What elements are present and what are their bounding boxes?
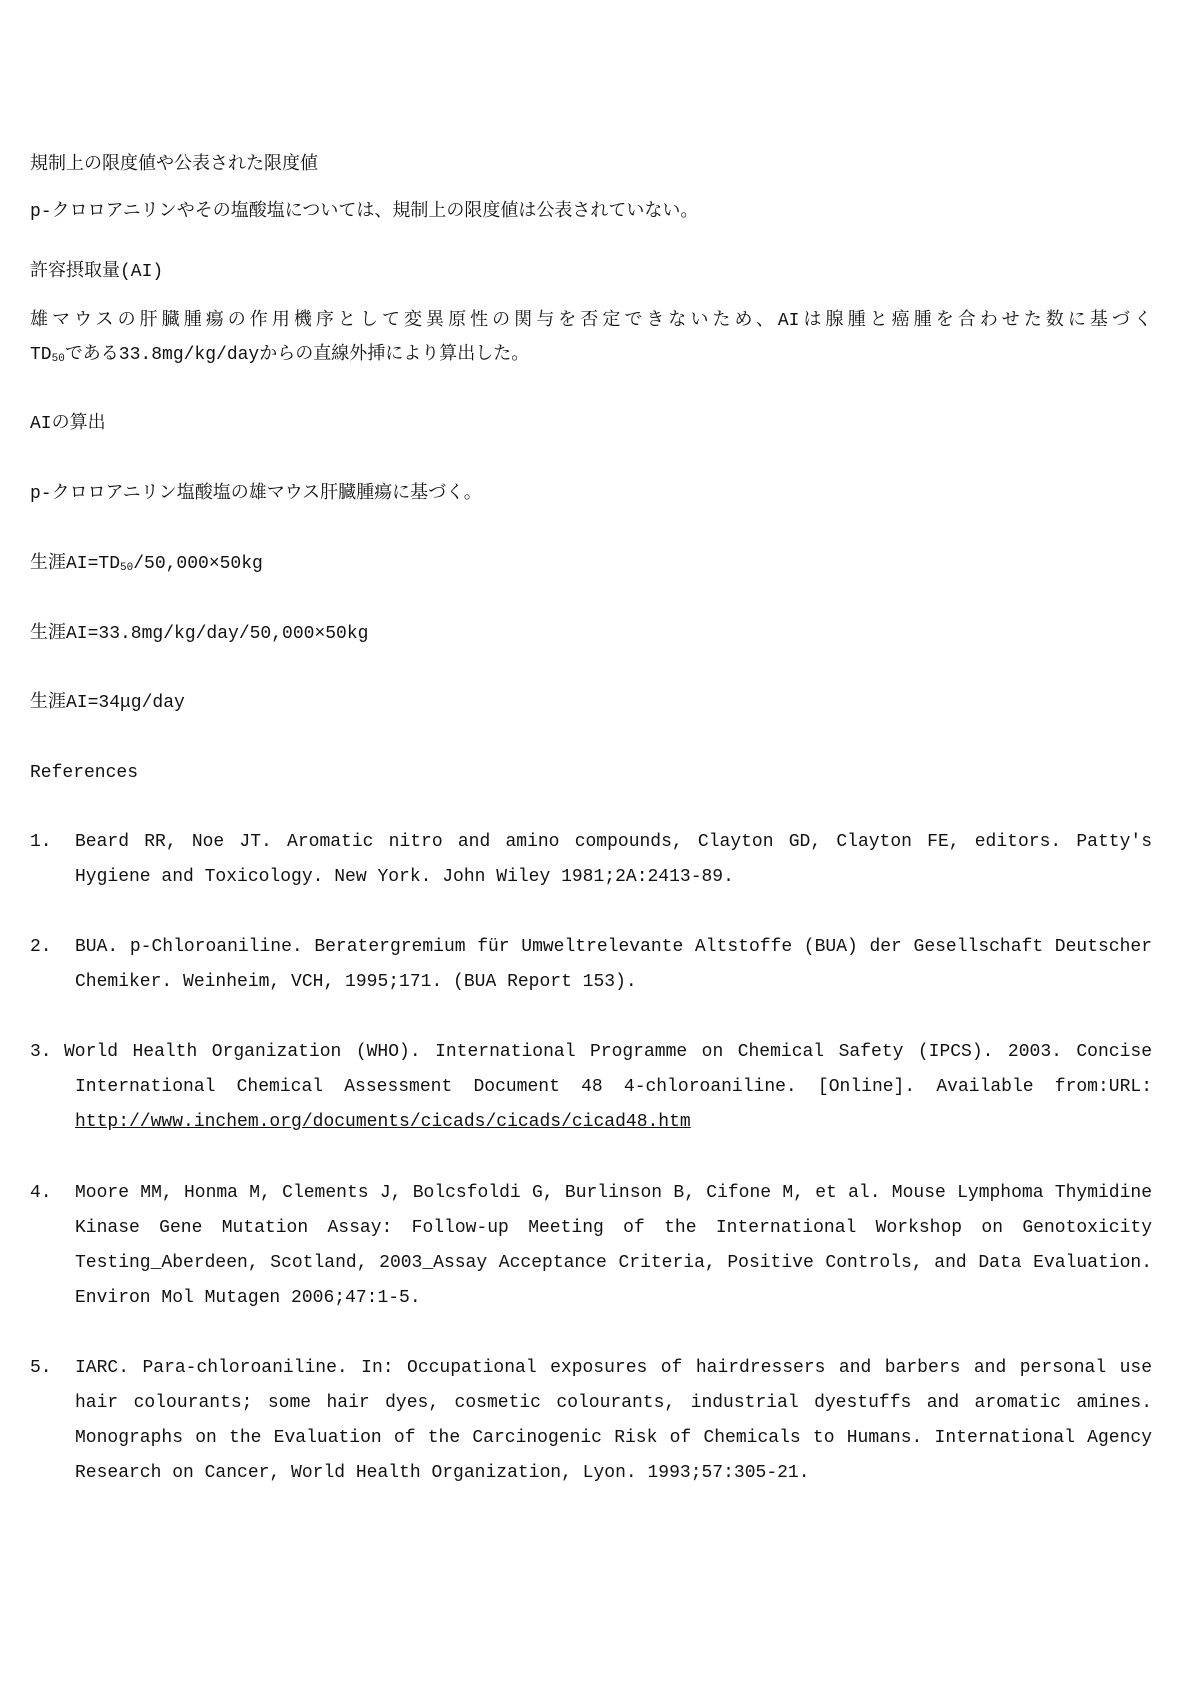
reference-line: Kinase Gene Mutation Assay: Follow-up Meeting of the International Workshop on Genotoxicity xyxy=(75,1218,1152,1238)
formula-2: 生涯AI=33.8mg/kg/day/50,000×50kg xyxy=(30,624,369,644)
formula-1-pre: 生涯AI=TD xyxy=(30,554,121,574)
limits-text: p-クロロアニリンやその塩酸塩については、規制上の限度値は公表されていない。 xyxy=(30,202,699,222)
reference-line: Environ Mol Mutagen 2006;47:1-5. xyxy=(75,1288,421,1308)
reference-line: Moore MM, Honma M, Clements J, Bolcsfoldi G, Burlinson B, Cifone M, et al. Mouse Lymphoma Thymidine xyxy=(75,1183,1152,1203)
reference-number: 2. xyxy=(30,937,52,957)
formula-1-post: /50,000×50kg xyxy=(133,554,263,574)
reference-number: 1. xyxy=(30,832,52,852)
reference-line: Beard RR, Noe JT. Aromatic nitro and amino compounds, Clayton GD, Clayton FE, editors. Patty's xyxy=(75,832,1152,852)
td-subscript: 50 xyxy=(51,353,65,365)
reference-line: BUA. p-Chloroaniline. Beratergremium für Umweltrelevante Altstoffe (BUA) der Gesellschaft Deutscher xyxy=(75,937,1152,957)
limits-heading: 規制上の限度値や公表された限度値 xyxy=(30,155,318,175)
calc-basis: p-クロロアニリン塩酸塩の雄マウス肝臓腫瘍に基づく。 xyxy=(30,484,482,504)
ai-text-line2 xyxy=(30,343,529,371)
reference-line: Chemiker. Weinheim, VCH, 1995;171. (BUA Report 153). xyxy=(75,972,637,992)
reference-number: 4. xyxy=(30,1183,52,1203)
formula-1 xyxy=(30,552,263,580)
reference-line: hair colourants; some hair dyes, cosmetic colourants, industrial dyestuffs and aromatic amines. xyxy=(75,1393,1152,1413)
ai-text-line1: 雄マウスの肝臓腫瘍の作用機序として変異原性の関与を否定できないため、AIは腺腫と癌腫を合わせた数に基づく xyxy=(30,311,1152,331)
reference-url-link[interactable]: http://www.inchem.org/documents/cicads/cicads/cicad48.htm xyxy=(75,1112,691,1132)
reference-line: Monographs on the Evaluation of the Carcinogenic Risk of Chemicals to Humans. International Agency xyxy=(75,1428,1152,1448)
ai-text-rest: である33.8mg/kg/dayからの直線外挿により算出した。 xyxy=(64,345,530,365)
reference-line: IARC. Para-chloroaniline. In: Occupational exposures of hairdressers and barbers and personal use xyxy=(75,1358,1152,1378)
reference-line: Testing_Aberdeen, Scotland, 2003_Assay Acceptance Criteria, Positive Controls, and Data Evaluation. xyxy=(75,1253,1152,1273)
references-heading: References xyxy=(30,763,139,783)
reference-line: World Health Organization (WHO). International Programme on Chemical Safety (IPCS). 2003. Concise xyxy=(64,1042,1152,1062)
calc-heading: AIの算出 xyxy=(30,414,106,434)
ai-heading: 許容摂取量(AI) xyxy=(30,262,164,282)
formula-3: 生涯AI=34μg/day xyxy=(30,693,185,713)
reference-line: Research on Cancer, World Health Organization, Lyon. 1993;57:305-21. xyxy=(75,1463,810,1483)
td-label: TD xyxy=(30,345,52,365)
formula-1-sub: 50 xyxy=(120,562,134,574)
reference-number: 5. xyxy=(30,1358,52,1378)
reference-line: International Chemical Assessment Document 48 4-chloroaniline. [Online]. Available from:URL: xyxy=(75,1077,1152,1097)
reference-number: 3. xyxy=(30,1042,52,1062)
reference-line: Hygiene and Toxicology. New York. John Wiley 1981;2A:2413-89. xyxy=(75,867,734,887)
